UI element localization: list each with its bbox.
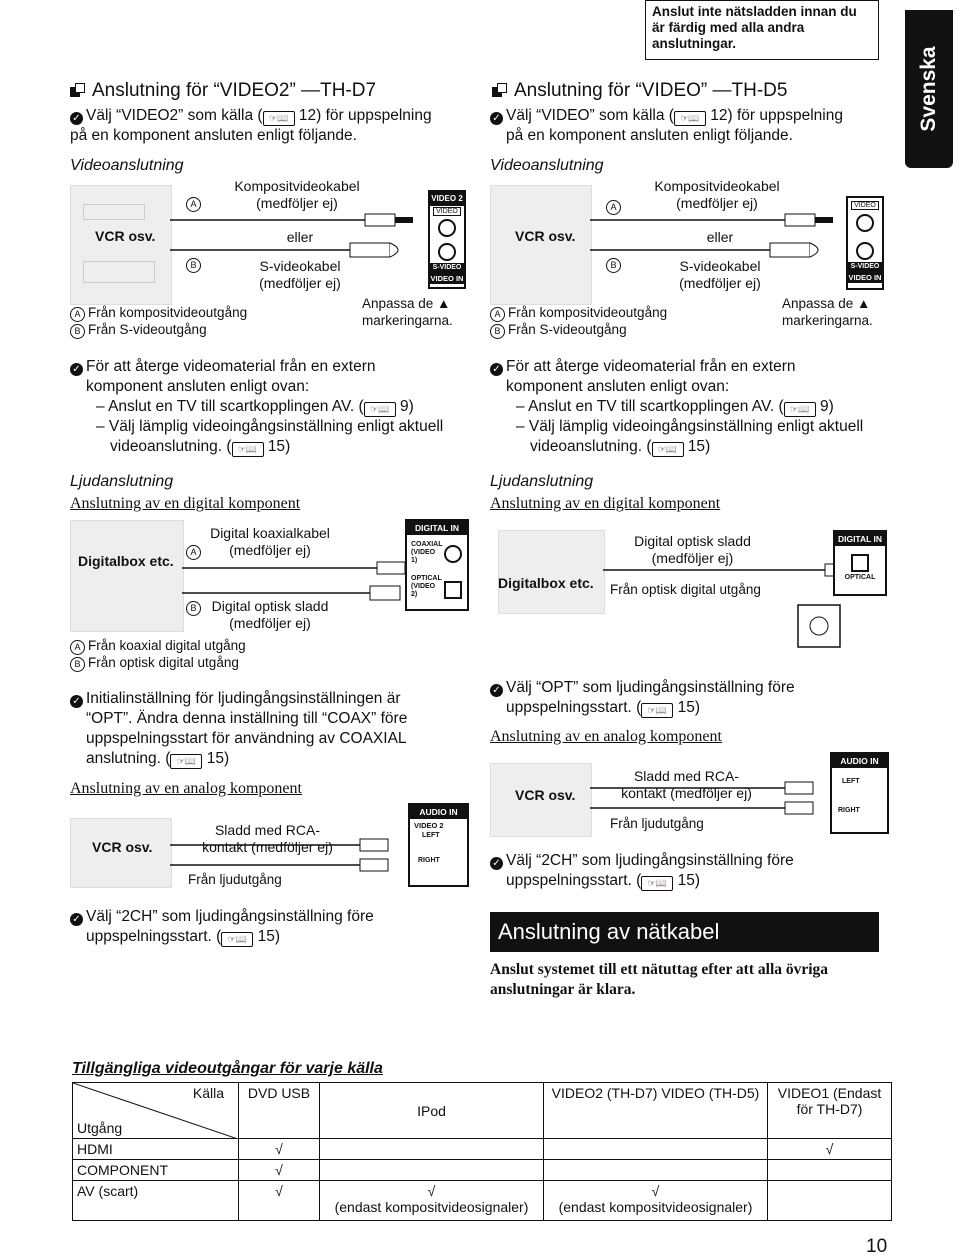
- right-rca-cables: [590, 770, 840, 825]
- power-heading: Anslutning av nätkabel: [498, 919, 720, 944]
- label-b: B: [186, 258, 201, 273]
- right-cable-b-label: S-videokabel (medföljer ej): [679, 258, 761, 291]
- right-eller: eller: [706, 229, 734, 245]
- right-intro: ✓ Välj “VIDEO” som källa ( ☞📖 12) för uppspelning på en komponent ansluten enligt följande.: [490, 106, 900, 146]
- right-rca-label: Sladd med RCA-kontakt (medföljer ej): [621, 768, 752, 801]
- left-heading: Anslutning för “VIDEO2” —TH-D7: [70, 80, 376, 102]
- notice-box: [645, 0, 879, 60]
- left-cable-b-label: S-videokabel (medföljer ej): [259, 258, 341, 291]
- left-digitalbox-device: [70, 520, 184, 632]
- right-digitalbox-device: [498, 530, 605, 614]
- notice-text: Anslut inte nätsladden innan du är färdig med alla andra anslutningar.: [652, 4, 857, 51]
- left-video-input-panel: VIDEO 2 VIDEO S-VIDEO VIDEO IN: [428, 190, 466, 289]
- left-from-audio: Från ljudutgång: [188, 872, 282, 887]
- left-analog-title: Anslutning av en analog komponent: [70, 780, 302, 797]
- col-video1: VIDEO1 (Endast för TH-D7): [768, 1083, 892, 1139]
- right-cable-a-label: Kompositvideokabel (medföljer ej): [654, 178, 780, 211]
- right-restore: ✓ För att återge videomaterial från en extern komponent ansluten enligt ovan: – Anslut en TV till scartkopplingen AV. ( ☞📖 9) – Välj lämplig videoingångsinställning enligt aktuell videoanslutning. ( ☞📖 15): [490, 357, 900, 457]
- left-from-b: B Från S-videoutgång: [70, 321, 207, 339]
- right-opt-note: ✓ Välj “OPT” som ljudingångsinställning före uppspelningsstart. ( ☞📖 15): [490, 678, 900, 718]
- left-init-note: ✓ Initialinställning för ljudingångsinställningen är “OPT”. Ändra denna inställning till “COAX” före uppspelningsstart för användning av COAXIAL anslutning. ( ☞📖 15): [70, 689, 480, 769]
- left-audio-title: Ljudanslutning: [70, 473, 174, 490]
- right-audio-in-panel: AUDIO IN LEFT RIGHT: [830, 752, 889, 834]
- table-row: HDMI √ √: [73, 1139, 892, 1160]
- left-intro: ✓ Välj “VIDEO2” som källa ( ☞📖 12) för uppspelning på en komponent ansluten enligt följande.: [70, 107, 432, 144]
- left-audio-in-panel: AUDIO IN VIDEO 2 LEFT RIGHT: [408, 803, 469, 887]
- right-digitalbox-label: Digitalbox etc.: [498, 575, 594, 591]
- left-from-opt: B Från optisk digital utgång: [70, 654, 239, 672]
- left-rca-cables: [170, 825, 420, 880]
- table-header-row: [73, 1083, 892, 1139]
- right-heading: Anslutning för “VIDEO” —TH-D5: [492, 80, 787, 102]
- right-digital-in-panel: DIGITAL IN OPTICAL: [833, 530, 887, 596]
- power-text: Anslut systemet till ett nätuttag efter att alla övriga anslutningar är klara.: [490, 961, 829, 998]
- left-opt-label: Digital optisk sladd (medföljer ej): [211, 598, 329, 631]
- right-vcr-device: [490, 185, 592, 305]
- language-tab: [905, 10, 953, 168]
- left-digital-title: Anslutning av en digital komponent: [70, 495, 301, 512]
- left-from-coax: A Från koaxial digital utgång: [70, 637, 246, 655]
- left-video-title: Videoanslutning: [70, 157, 184, 174]
- check-icon: ✓: [70, 112, 83, 125]
- left-analog-label: VCR osv.: [92, 839, 153, 855]
- right-digital-title: Anslutning av en digital komponent: [490, 495, 721, 512]
- left-digital-cables: [182, 548, 442, 608]
- table-corner: Källa Utgång: [73, 1083, 239, 1139]
- section-icon: [70, 83, 86, 99]
- left-2ch-note: ✓ Välj “2CH” som ljudingångsinställning före uppspelningsstart. ( ☞📖 15): [70, 907, 480, 947]
- col-video2: VIDEO2 (TH-D7) VIDEO (TH-D5): [544, 1083, 768, 1139]
- col-dvd-usb: DVD USB: [239, 1083, 320, 1139]
- reference-icon: ☞📖: [263, 111, 295, 126]
- right-audio-title: Ljudanslutning: [490, 473, 594, 490]
- left-vcr-label: VCR osv.: [95, 228, 156, 244]
- left-from-a: A Från kompositvideoutgång: [70, 304, 247, 322]
- left-eller: eller: [286, 229, 314, 245]
- table-row: AV (scart) √ √ (endast kompositvideosignaler) √ (endast kompositvideosignaler): [73, 1181, 892, 1221]
- right-video-title: Videoanslutning: [490, 157, 604, 174]
- left-video-cables: [170, 195, 430, 275]
- left-vcr-device: [70, 185, 172, 305]
- left-restore: ✓ För att återge videomaterial från en extern komponent ansluten enligt ovan: – Anslut en TV till scartkopplingen AV. ( ☞📖 9) – Välj lämplig videoingångsinställning enligt aktuell videoanslutning. ( ☞📖 15): [70, 357, 480, 457]
- right-from-a: A Från kompositvideoutgång: [490, 304, 667, 322]
- right-analog-label: VCR osv.: [515, 787, 576, 803]
- right-from-b: B Från S-videoutgång: [490, 321, 627, 339]
- left-cable-a-label: Kompositvideokabel (medföljer ej): [234, 178, 360, 211]
- left-coax-label: Digital koaxialkabel (medföljer ej): [210, 525, 330, 558]
- right-2ch-note: ✓ Välj “2CH” som ljudingångsinställning före uppspelningsstart. ( ☞📖 15): [490, 851, 900, 891]
- right-opt-label: Digital optisk sladd (medföljer ej): [634, 533, 751, 566]
- language-tab-label: Svenska: [917, 46, 940, 132]
- table-row: COMPONENT √: [73, 1160, 892, 1181]
- right-analog-title: Anslutning av en analog komponent: [490, 728, 722, 745]
- left-match-note: Anpassa de ▲ markeringarna.: [362, 296, 453, 328]
- right-from-audio: Från ljudutgång: [610, 816, 704, 831]
- left-digital-in-panel: DIGITAL IN COAXIAL (VIDEO 1) OPTICAL (VIDEO 2): [405, 519, 469, 611]
- left-digitalbox-label: Digitalbox etc.: [78, 553, 174, 569]
- right-from-opt: Från optisk digital utgång: [610, 582, 761, 597]
- col-ipod: IPod: [320, 1083, 544, 1139]
- power-heading-bar: [490, 912, 879, 952]
- page-number: 10: [866, 1236, 888, 1257]
- right-match-note: Anpassa de ▲ markeringarna.: [782, 296, 873, 328]
- right-optical-cable: [603, 555, 863, 665]
- table-title: Tillgängliga videoutgångar för varje källa: [72, 1060, 383, 1077]
- right-video-input-panel: VIDEO S-VIDEO VIDEO IN: [846, 196, 884, 290]
- right-vcr-label: VCR osv.: [515, 228, 576, 244]
- right-video-cables: [590, 195, 850, 275]
- section-icon: [492, 83, 508, 99]
- label-a: A: [186, 197, 201, 212]
- availability-table: [72, 1082, 892, 1221]
- left-rca-label: Sladd med RCA-kontakt (medföljer ej): [202, 822, 333, 855]
